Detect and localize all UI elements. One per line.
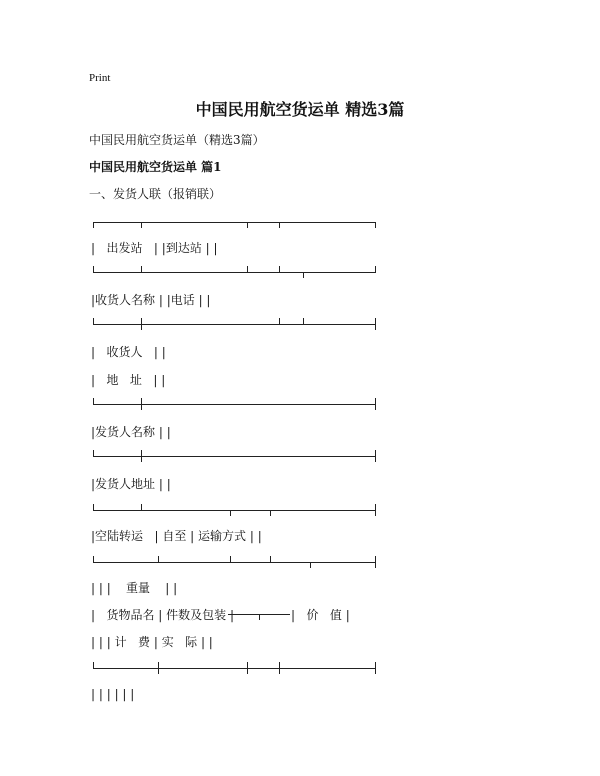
rule-tick	[158, 668, 159, 674]
row-consignee-name-phone: |收货人名称 | |电话 | |	[91, 293, 211, 307]
rule-tick	[93, 318, 94, 324]
rule-tick	[141, 266, 142, 272]
form-rule	[93, 272, 376, 273]
rule-tick	[230, 510, 231, 516]
rule-tick	[375, 562, 376, 568]
rule-tick	[141, 324, 142, 330]
form-rule	[93, 222, 376, 223]
rule-tick	[247, 266, 248, 272]
form-rule	[93, 456, 376, 457]
form-rule	[93, 324, 376, 325]
rule-tick	[375, 404, 376, 410]
rule-tick	[230, 556, 231, 562]
section-title: 中国民用航空货运单 篇1	[89, 160, 222, 174]
rule-tick	[93, 450, 94, 456]
row-shipper-address: |发货人地址 | |	[91, 477, 171, 491]
rule-tick	[303, 272, 304, 278]
rule-tick	[375, 222, 376, 228]
document-title: 中国民用航空货运单 精选3篇	[195, 100, 405, 119]
row-bottom: | | | | | |	[91, 687, 135, 701]
rule-tick	[279, 668, 280, 674]
rule-tick	[141, 222, 142, 228]
rule-tick	[375, 324, 376, 330]
rule-tick	[375, 668, 376, 674]
rule-tick	[279, 266, 280, 272]
rule-tick	[93, 222, 94, 228]
rule-tick	[303, 318, 304, 324]
rule-tick	[247, 668, 248, 674]
rule-tick	[93, 556, 94, 562]
row-goods: | 货物品名 | 件数及包装 |	[91, 608, 235, 622]
rule-tick	[375, 510, 376, 516]
rule-tick	[158, 556, 159, 562]
row-address: | 地 址 | |	[91, 373, 166, 387]
rule-tick	[247, 222, 248, 228]
rule-tick	[375, 456, 376, 462]
row-consignee: | 收货人 | |	[91, 345, 166, 359]
row-departure-arrival: | 出发站 | |到达站 | |	[91, 241, 218, 255]
rule-tick	[270, 510, 271, 516]
rule-tick	[93, 504, 94, 510]
row-transit: |空陆转运 | 自至 | 运输方式 | |	[91, 529, 262, 543]
part-title: 一、发货人联（报销联）	[89, 187, 222, 201]
row-value: | 价 值 |	[291, 608, 350, 622]
rule-tick	[141, 404, 142, 410]
document-subtitle: 中国民用航空货运单（精选3篇）	[89, 133, 265, 147]
rule-tick	[259, 614, 260, 620]
row-weight: | | | 重量 | |	[91, 581, 178, 595]
form-rule	[93, 562, 376, 563]
rule-tick	[141, 504, 142, 510]
rule-tick	[310, 562, 311, 568]
rule-tick	[93, 266, 94, 272]
rule-tick	[279, 222, 280, 228]
print-link[interactable]: Print	[89, 72, 111, 84]
form-rule	[93, 510, 376, 511]
form-rule	[93, 404, 376, 405]
rule-tick	[270, 556, 271, 562]
rule-tick	[141, 456, 142, 462]
form-rule	[93, 668, 376, 669]
rule-tick	[279, 318, 280, 324]
row-charges: | | | 计 费 | 实 际 | |	[91, 635, 213, 649]
rule-tick	[93, 398, 94, 404]
rule-tick	[93, 662, 94, 668]
row-shipper-name: |发货人名称 | |	[91, 425, 171, 439]
rule-tick	[375, 266, 376, 272]
